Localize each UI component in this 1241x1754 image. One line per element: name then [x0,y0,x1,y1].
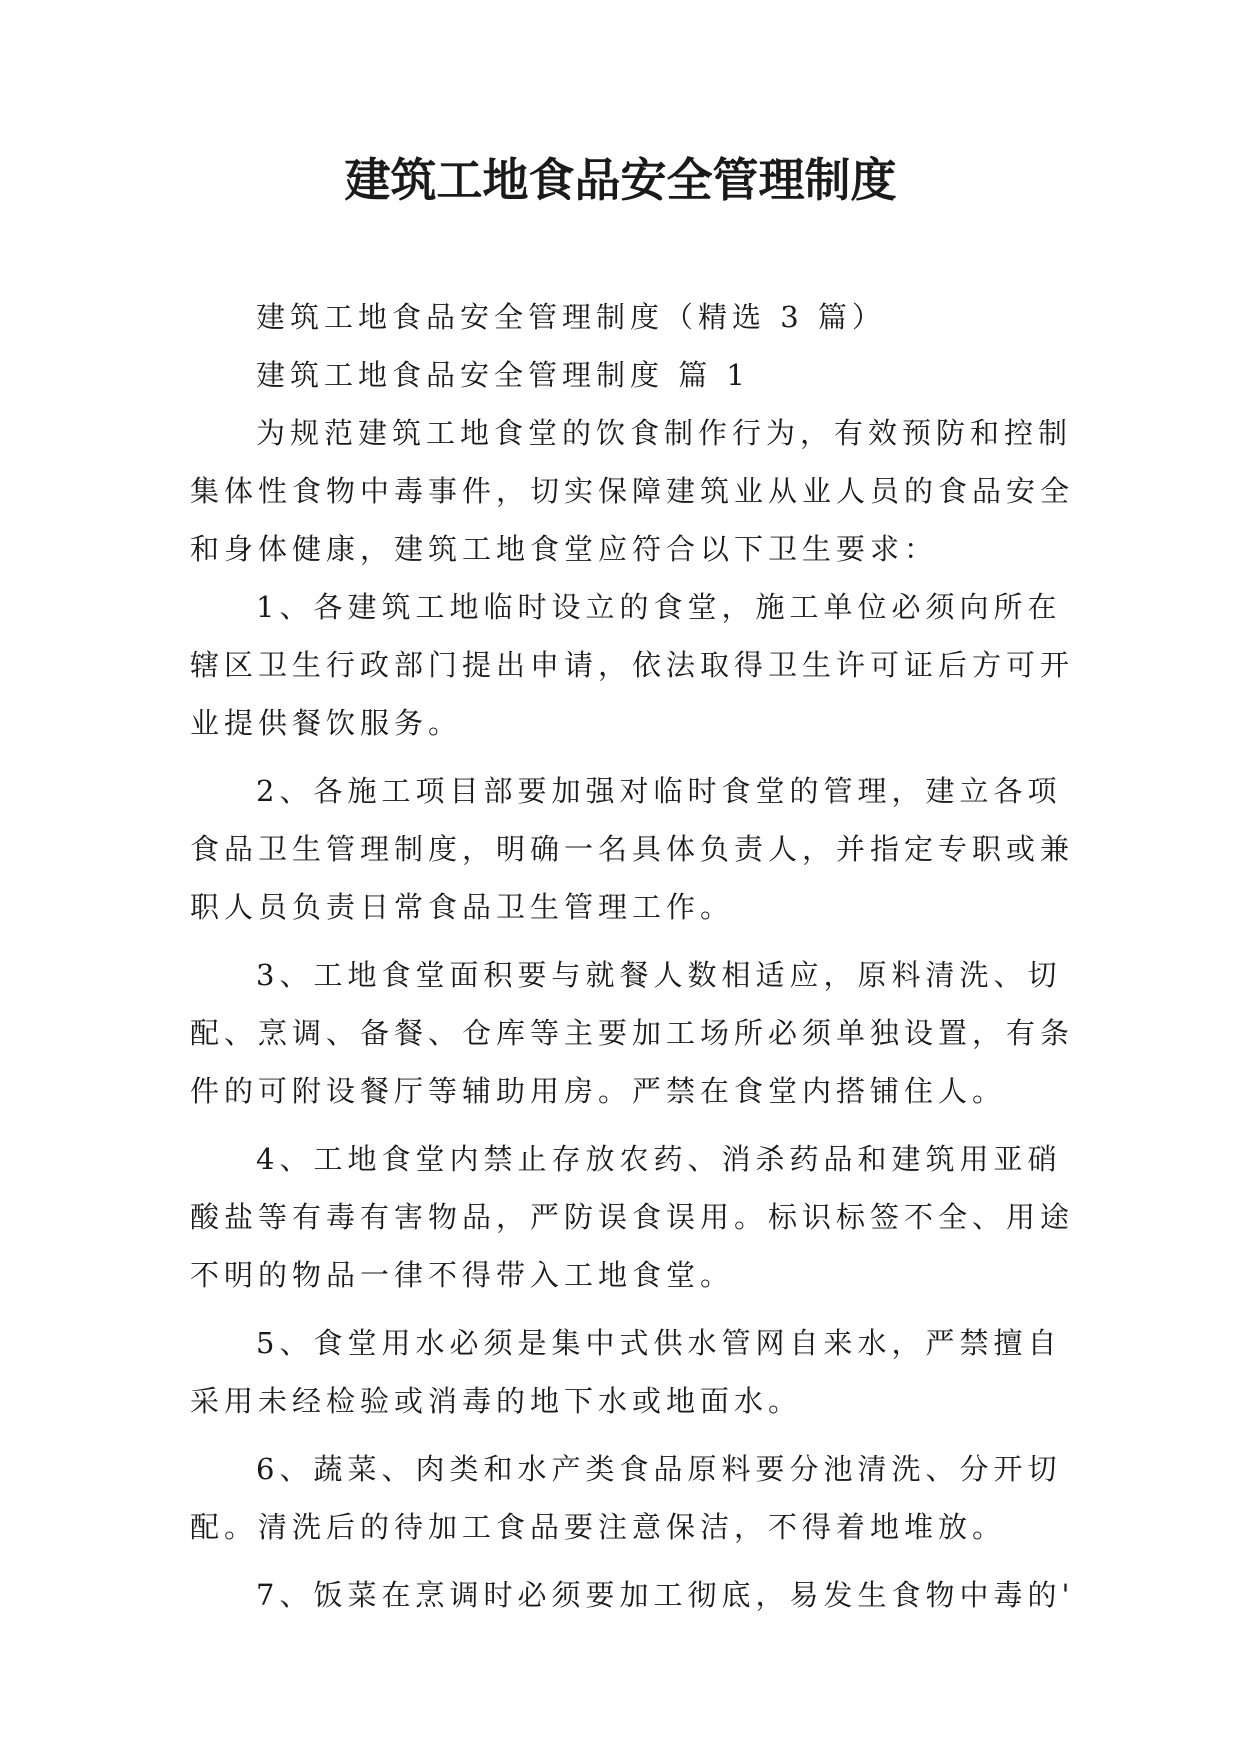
body-line: 不明的物品一律不得带入工地食堂。 [190,1258,735,1292]
body-line: 和身体健康，建筑工地食堂应符合以下卫生要求： [190,532,939,566]
body-line: 2、各施工项目部要加强对临时食堂的管理，建立各项 [256,774,1062,808]
body-line: 6、蔬菜、肉类和水产类食品原料要分池清洗、分开切 [256,1452,1062,1486]
body-line: 集体性食物中毒事件，切实保障建筑业从业人员的食品安全 [190,474,1075,508]
body-line: 辖区卫生行政部门提出申请，依法取得卫生许可证后方可开 [190,648,1075,682]
body-line: 建筑工地食品安全管理制度 篇 1 [256,358,750,392]
body-line: 业提供餐饮服务。 [190,706,463,740]
paragraph-gap [190,1120,1052,1130]
body-line: 4、工地食堂内禁止存放农药、消杀药品和建筑用亚硝 [256,1142,1062,1176]
paragraph-gap [190,1556,1052,1566]
body-line: 配。清洗后的待加工食品要注意保洁，不得着地堆放。 [190,1510,1007,1544]
body-line: 配、烹调、备餐、仓库等主要加工场所必须单独设置，有条 [190,1016,1075,1050]
body-line: 7、饭菜在烹调时必须要加工彻底，易发生食物中毒的' [256,1578,1075,1612]
paragraph-gap [190,936,1052,946]
body-line: 酸盐等有毒有害物品，严防误食误用。标识标签不全、用途 [190,1200,1075,1234]
paragraph-gap [190,1304,1052,1314]
paragraph-gap [190,1430,1052,1440]
document-title: 建筑工地食品安全管理制度 [344,153,897,207]
body-line: 建筑工地食品安全管理制度（精选 3 篇） [256,300,886,334]
body-line: 职人员负责日常食品卫生管理工作。 [190,890,735,924]
body-line: 食品卫生管理制度，明确一名具体负责人，并指定专职或兼 [190,832,1075,866]
document-body [190,288,1075,1624]
body-line: 件的可附设餐厅等辅助用房。严禁在食堂内搭铺住人。 [190,1074,1007,1108]
body-line: 3、工地食堂面积要与就餐人数相适应，原料清洗、切 [256,958,1062,992]
paragraph-gap [190,752,1052,762]
body-line: 采用未经检验或消毒的地下水或地面水。 [190,1384,803,1418]
body-line: 5、食堂用水必须是集中式供水管网自来水，严禁擅自 [256,1326,1062,1360]
body-line: 1、各建筑工地临时设立的食堂，施工单位必须向所在 [256,590,1062,624]
body-line: 为规范建筑工地食堂的饮食制作行为，有效预防和控制 [256,416,1073,450]
